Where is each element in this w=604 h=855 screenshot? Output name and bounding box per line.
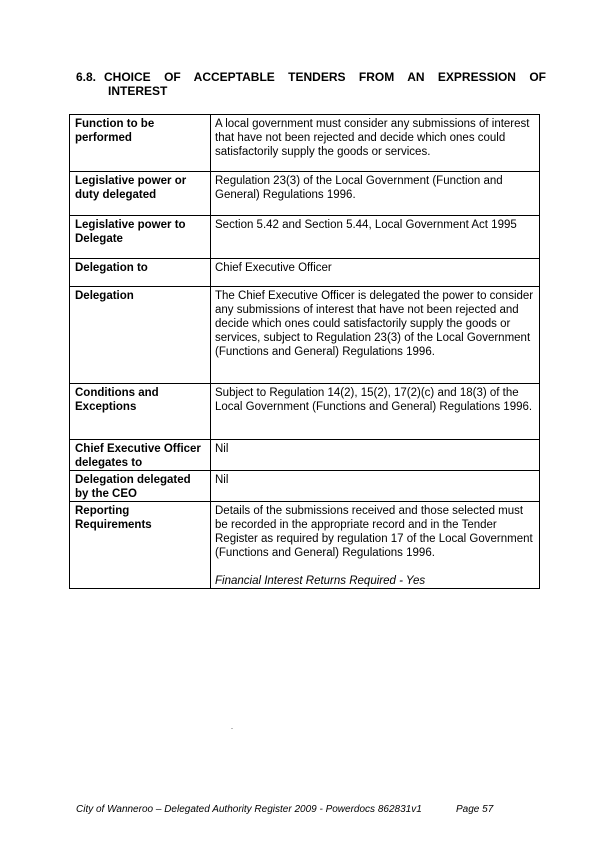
- row-value: Chief Executive Officer: [211, 259, 540, 287]
- section-number: 6.8.: [76, 70, 97, 84]
- row-value: Nil: [211, 440, 540, 471]
- row-value: Section 5.42 and Section 5.44, Local Government Act 1995: [211, 216, 540, 259]
- table-row: [70, 287, 540, 384]
- row-label: Function to be performed: [70, 115, 211, 172]
- row-label: Chief Executive Officer delegates to: [70, 440, 211, 471]
- reporting-text: Details of the submissions received and those selected must be recorded in the appropriate record and in the Tender Register as required by regulation 17 of the Local Government (Functions and General) Regulations 1996.: [215, 505, 533, 559]
- section-title-line1: CHOICE OF ACCEPTABLE TENDERS FROM AN EXPRESSION OF: [104, 70, 546, 84]
- table-row: [70, 384, 540, 440]
- page-number: Page 57: [456, 804, 494, 815]
- financial-interest-note: Financial Interest Returns Required - Yes: [215, 575, 426, 587]
- row-value: Regulation 23(3) of the Local Government (Function and General) Regulations 1996.: [211, 172, 540, 216]
- table-row: [70, 259, 540, 287]
- page-footer: [76, 804, 494, 815]
- table-row: [70, 172, 540, 216]
- row-value: Nil: [211, 471, 540, 502]
- row-value: A local government must consider any submissions of interest that have not been rejected and decide which ones could satisfactorily supply the goods or services.: [211, 115, 540, 172]
- scan-speck: [231, 728, 233, 729]
- footer-text: City of Wanneroo – Delegated Authority Register 2009 - Powerdocs 862831v1: [76, 804, 422, 815]
- row-value: [211, 502, 540, 589]
- row-label: Delegation to: [70, 259, 211, 287]
- table-row: [70, 115, 540, 172]
- row-label: Delegation delegated by the CEO: [70, 471, 211, 502]
- row-label: Reporting Requirements: [70, 502, 211, 589]
- table-row: [70, 440, 540, 471]
- row-label: Legislative power to Delegate: [70, 216, 211, 259]
- row-label: Legislative power or duty delegated: [70, 172, 211, 216]
- section-heading: [76, 70, 546, 84]
- table-row: [70, 471, 540, 502]
- section-title-line2: INTEREST: [108, 84, 168, 98]
- row-value: Subject to Regulation 14(2), 15(2), 17(2)(c) and 18(3) of the Local Government (Functions and General) Regulations 1996.: [211, 384, 540, 440]
- row-label: Conditions and Exceptions: [70, 384, 211, 440]
- row-value: The Chief Executive Officer is delegated the power to consider any submissions of interest that have not been rejected and decide which ones could satisfactorily supply the goods or services, subject to Regulation 23(3) of the Local Government (Functions and General) Regulations 1996.: [211, 287, 540, 384]
- delegation-table: [69, 114, 540, 589]
- table-row: [70, 216, 540, 259]
- table-row: [70, 502, 540, 589]
- row-label: Delegation: [70, 287, 211, 384]
